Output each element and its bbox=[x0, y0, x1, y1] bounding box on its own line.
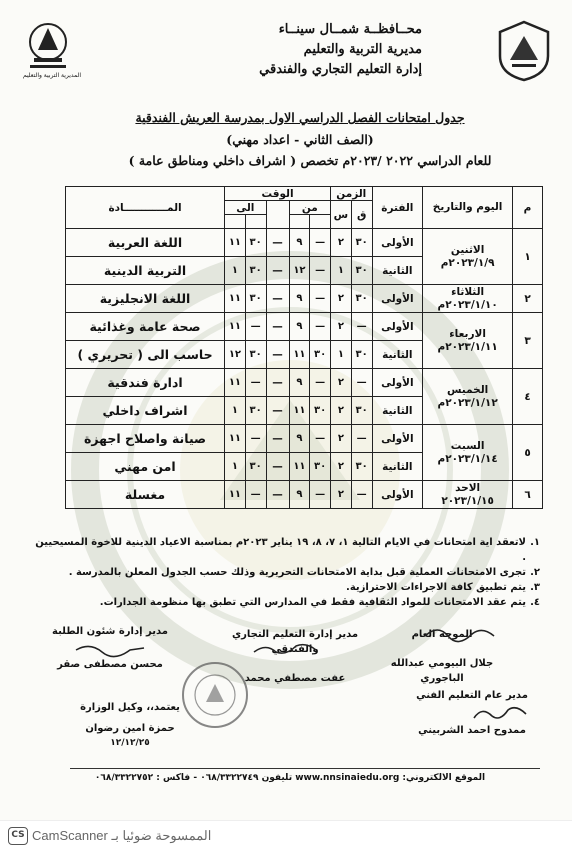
header-from: من bbox=[289, 201, 330, 215]
day-name: الاربعاء bbox=[449, 327, 486, 340]
subject-cell: اللغة الانجليزية bbox=[66, 285, 225, 313]
header-minutes: ق bbox=[351, 201, 372, 229]
to-hour: ١١ bbox=[225, 229, 246, 257]
commercial-director-name: عفت مصطفي محمد bbox=[244, 673, 346, 684]
duration-hours: ١ bbox=[331, 341, 352, 369]
day-name: الاحد bbox=[455, 481, 481, 494]
duration-hours: ٢ bbox=[331, 313, 352, 341]
to-minutes: — bbox=[245, 425, 266, 453]
to-hour: ١ bbox=[225, 257, 246, 285]
exam-date: ٢٠٢٣/١/١٥ bbox=[441, 494, 494, 507]
row-num: ٣ bbox=[513, 313, 543, 369]
duration-minutes: ٣٠ bbox=[351, 453, 372, 481]
note-number: ٢. bbox=[530, 567, 540, 578]
from-minutes: — bbox=[310, 481, 331, 509]
to-minutes: ٣٠ bbox=[245, 453, 266, 481]
duration-hours: ٢ bbox=[331, 369, 352, 397]
from-minutes: ٣٠ bbox=[310, 453, 331, 481]
header-separator bbox=[266, 201, 289, 229]
duration-minutes: — bbox=[351, 369, 372, 397]
table-row bbox=[66, 285, 543, 313]
time-separator: — bbox=[266, 453, 289, 481]
header-period: الفترة bbox=[372, 187, 423, 229]
exam-date: ٢٠٢٣/١/٩م bbox=[440, 256, 495, 269]
to-minutes: — bbox=[245, 313, 266, 341]
day-name: الخميس bbox=[446, 383, 489, 396]
duration-hours: ٢ bbox=[331, 453, 352, 481]
from-minutes: — bbox=[310, 257, 331, 285]
period-cell: الثانية bbox=[372, 397, 423, 425]
governorate-name: محــافظــة شمــال سينــاء bbox=[278, 22, 422, 37]
period-cell: الثانية bbox=[372, 341, 423, 369]
time-separator: — bbox=[266, 257, 289, 285]
row-num: ١ bbox=[513, 229, 543, 285]
note-text: لاتعقد اية امتحانات في الايام التالية ١، ٧، ٨، ١٩ يناير ٢٠٢٣م بمناسبة الاعياد الدينية للاخوة المسيحيين . bbox=[35, 537, 526, 563]
note-text: تجرى الامتحانات العملية قبل بداية الامتحانات التحريرية وذلك حسب الجدول المعلن بالمدرسة . bbox=[68, 567, 526, 578]
period-cell: الأولى bbox=[372, 481, 423, 509]
time-separator: — bbox=[266, 229, 289, 257]
commercial-director-title: مدير إدارة التعليم التجاري والفندقي bbox=[231, 629, 359, 655]
subject-cell: التربية الدينية bbox=[66, 257, 225, 285]
duration-hours: ٢ bbox=[331, 481, 352, 509]
subject-cell: حاسب الى ( تحريري ) bbox=[66, 341, 225, 369]
subject-cell: مغسلة bbox=[66, 481, 225, 509]
period-cell: الأولى bbox=[372, 369, 423, 397]
from-hour: ١٢ bbox=[289, 257, 310, 285]
from-hour: ١١ bbox=[289, 453, 310, 481]
from-minutes: — bbox=[310, 285, 331, 313]
header-time: الوقت bbox=[225, 187, 331, 201]
time-separator: — bbox=[266, 341, 289, 369]
note-number: ١. bbox=[530, 537, 540, 548]
table-row bbox=[66, 425, 543, 453]
camscanner-logo-icon: CS bbox=[8, 827, 28, 845]
footer-contact: الموقع الالكتروني: www.nnsinaiedu.org تليفون ٠٦٨/٣٣٢٢٧٤٩ - فاكس : ٠٦٨/٣٣٢٢٧٥٢ bbox=[94, 773, 486, 783]
note-item bbox=[30, 535, 540, 565]
header-to-m bbox=[245, 215, 266, 229]
duration-minutes: ٣٠ bbox=[351, 229, 372, 257]
technical-director-title: مدير عام التعليم الفني bbox=[416, 690, 528, 701]
from-hour: ٩ bbox=[289, 313, 310, 341]
to-hour: ١١ bbox=[225, 425, 246, 453]
from-hour: ٩ bbox=[289, 369, 310, 397]
period-cell: الثانية bbox=[372, 453, 423, 481]
note-item bbox=[30, 595, 540, 610]
header-day: اليوم والتاريخ bbox=[423, 187, 513, 229]
handwritten-signature-icon bbox=[70, 640, 150, 660]
technical-director-name: ممدوح احمد الشربيني bbox=[418, 725, 526, 736]
exam-date: ٢٠٢٣/١/١١م bbox=[437, 340, 498, 353]
row-num: ٦ bbox=[513, 481, 543, 509]
exam-date: ٢٠٢٣/١/١٢م bbox=[437, 396, 498, 409]
exam-schedule-table bbox=[65, 186, 543, 509]
from-minutes: — bbox=[310, 229, 331, 257]
from-minutes: — bbox=[310, 369, 331, 397]
to-hour: ١ bbox=[225, 397, 246, 425]
duration-minutes: ٣٠ bbox=[351, 341, 372, 369]
day-date-cell bbox=[423, 425, 513, 481]
subject-cell: اشراف داخلي bbox=[66, 397, 225, 425]
deputy-name: حمزة امين رضوان bbox=[85, 723, 175, 734]
deputy-date: ١٢/١٢/٢٥ bbox=[110, 738, 150, 748]
duration-minutes: ٣٠ bbox=[351, 257, 372, 285]
to-hour: ١١ bbox=[225, 313, 246, 341]
duration-minutes: — bbox=[351, 313, 372, 341]
day-date-cell bbox=[423, 369, 513, 425]
duration-hours: ٢ bbox=[331, 397, 352, 425]
table-row bbox=[66, 229, 543, 257]
duration-minutes: ٣٠ bbox=[351, 285, 372, 313]
from-minutes: ٣٠ bbox=[310, 341, 331, 369]
administration-name: إدارة التعليم التجاري والفندقي bbox=[259, 62, 422, 77]
from-hour: ١١ bbox=[289, 397, 310, 425]
table-row bbox=[66, 481, 543, 509]
from-hour: ٩ bbox=[289, 425, 310, 453]
duration-minutes: — bbox=[351, 481, 372, 509]
duration-hours: ٢ bbox=[331, 425, 352, 453]
year-subtitle: للعام الدراسي ٢٠٢٢ /٢٠٢٣م تخصص ( اشراف داخلي ومناطق عامة ) bbox=[128, 153, 492, 168]
header-duration: الزمن bbox=[331, 187, 372, 201]
grade-subtitle: (الصف الثاني - اعداد مهني) bbox=[226, 132, 374, 147]
subject-cell: ادارة فندقية bbox=[66, 369, 225, 397]
from-hour: ٩ bbox=[289, 481, 310, 509]
students-affairs-title: مدير إدارة شئون الطلبة bbox=[52, 626, 168, 637]
day-date-cell bbox=[423, 313, 513, 369]
camscanner-text: الممسوحة ضوئيا بـ CamScanner bbox=[32, 828, 212, 843]
logo-caption: المديرية التربية والتعليم bbox=[23, 72, 81, 79]
students-affairs-name: محسن مصطفى صقر bbox=[57, 659, 163, 670]
from-hour: ١١ bbox=[289, 341, 310, 369]
row-num: ٥ bbox=[513, 425, 543, 481]
day-date-cell bbox=[423, 285, 513, 313]
from-minutes: — bbox=[310, 313, 331, 341]
to-minutes: ٣٠ bbox=[245, 397, 266, 425]
from-minutes: — bbox=[310, 425, 331, 453]
camscanner-bar bbox=[0, 820, 572, 850]
duration-hours: ١ bbox=[331, 257, 352, 285]
letterhead bbox=[202, 20, 422, 80]
header-from-h bbox=[289, 215, 310, 229]
duration-minutes: — bbox=[351, 425, 372, 453]
note-item bbox=[30, 580, 540, 595]
subject-cell: امن مهني bbox=[66, 453, 225, 481]
ministry-logo-icon bbox=[20, 20, 76, 78]
deputy-title: يعتمد،، وكيل الوزارة bbox=[80, 702, 180, 713]
header-from-m bbox=[310, 215, 331, 229]
period-cell: الأولى bbox=[372, 229, 423, 257]
to-minutes: ٣٠ bbox=[245, 229, 266, 257]
notes-list bbox=[30, 535, 540, 610]
note-item bbox=[30, 565, 540, 580]
to-hour: ١١ bbox=[225, 481, 246, 509]
time-separator: — bbox=[266, 285, 289, 313]
from-minutes: ٣٠ bbox=[310, 397, 331, 425]
table-row bbox=[66, 313, 543, 341]
exam-date: ٢٠٢٣/١/١٤م bbox=[437, 452, 498, 465]
day-name: الاثنين bbox=[450, 243, 485, 256]
day-date-cell bbox=[423, 481, 513, 509]
governorate-emblem-icon bbox=[498, 20, 550, 82]
signature-deputy bbox=[60, 700, 200, 751]
duration-hours: ٢ bbox=[331, 285, 352, 313]
note-text: يتم تطبيق كافة الاجراءات الاحترازية. bbox=[346, 582, 526, 593]
time-separator: — bbox=[266, 481, 289, 509]
header-hours: س bbox=[331, 201, 352, 229]
time-separator: — bbox=[266, 425, 289, 453]
time-separator: — bbox=[266, 313, 289, 341]
period-cell: الثانية bbox=[372, 257, 423, 285]
row-num: ٤ bbox=[513, 369, 543, 425]
general-mentor-name: جلال البيومي عبدالله الباجوري bbox=[390, 658, 494, 684]
to-minutes: ٣٠ bbox=[245, 341, 266, 369]
duration-minutes: ٣٠ bbox=[351, 397, 372, 425]
day-name: الثلاثاء bbox=[451, 285, 485, 298]
schedule-title: جدول امتحانات الفصل الدراسي الاول بمدرسة العريش الفندقية bbox=[135, 110, 465, 125]
to-minutes: — bbox=[245, 481, 266, 509]
header-to-h bbox=[225, 215, 246, 229]
duration-hours: ٢ bbox=[331, 229, 352, 257]
from-hour: ٩ bbox=[289, 229, 310, 257]
from-hour: ٩ bbox=[289, 285, 310, 313]
to-minutes: — bbox=[245, 369, 266, 397]
handwritten-signature-icon bbox=[250, 640, 320, 658]
note-number: ٣. bbox=[530, 582, 540, 593]
period-cell: الأولى bbox=[372, 425, 423, 453]
note-number: ٤. bbox=[530, 597, 540, 608]
to-minutes: ٣٠ bbox=[245, 285, 266, 313]
day-date-cell bbox=[423, 229, 513, 285]
to-hour: ١٢ bbox=[225, 341, 246, 369]
period-cell: الأولى bbox=[372, 285, 423, 313]
general-mentor-title: الموجه العام bbox=[411, 629, 473, 640]
header-subject: المــــــــــــادة bbox=[66, 187, 225, 229]
time-separator: — bbox=[266, 369, 289, 397]
to-hour: ١ bbox=[225, 453, 246, 481]
time-separator: — bbox=[266, 397, 289, 425]
to-hour: ١١ bbox=[225, 285, 246, 313]
subject-cell: صيانة واصلاح اجهزة bbox=[66, 425, 225, 453]
header-to: الى bbox=[225, 201, 266, 215]
table-row bbox=[66, 369, 543, 397]
to-minutes: ٣٠ bbox=[245, 257, 266, 285]
note-text: يتم عقد الامتحانات للمواد الثقافية فقط في المدارس التي تطبق بها منظومة الجدارات. bbox=[99, 597, 526, 608]
period-cell: الأولى bbox=[372, 313, 423, 341]
to-hour: ١١ bbox=[225, 369, 246, 397]
footer-divider bbox=[70, 768, 540, 769]
exam-date: ٢٠٢٣/١/١٠م bbox=[437, 298, 498, 311]
day-name: السبت bbox=[450, 439, 485, 452]
handwritten-signature-icon bbox=[420, 622, 500, 644]
subject-cell: صحة عامة وغذائية bbox=[66, 313, 225, 341]
header-num: م bbox=[513, 187, 543, 229]
subject-cell: اللغة العربية bbox=[66, 229, 225, 257]
directorate-name: مديرية التربية والتعليم bbox=[303, 42, 422, 57]
row-num: ٢ bbox=[513, 285, 543, 313]
handwritten-signature-icon bbox=[470, 702, 530, 724]
